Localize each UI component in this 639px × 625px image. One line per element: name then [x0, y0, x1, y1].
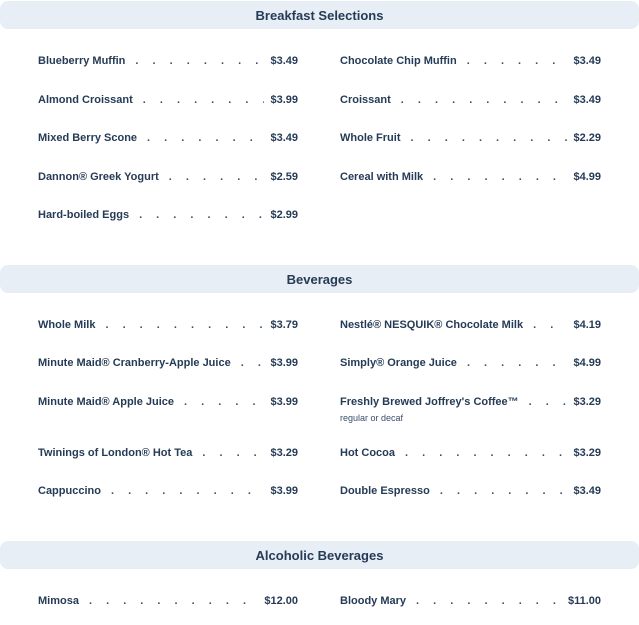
menu-item-name: Minute Maid® Apple Juice — [38, 396, 175, 408]
menu-item-price: $4.99 — [573, 171, 601, 183]
leader-dots — [405, 447, 567, 459]
menu-item — [340, 447, 601, 467]
menu-item-name: Nestlé® NESQUIK® Chocolate Milk — [340, 319, 524, 331]
menu-item — [340, 595, 601, 615]
menu-item-name: Double Espresso — [340, 485, 430, 497]
menu-item-price: $3.99 — [270, 485, 298, 497]
menu-item-price: $2.29 — [573, 132, 601, 144]
menu-item-name: Hard-boiled Eggs — [38, 209, 130, 221]
menu-item-price: $11.00 — [567, 595, 601, 607]
menu-item — [340, 396, 601, 423]
leader-dots — [147, 132, 264, 144]
menu-item-price: $3.29 — [573, 447, 601, 459]
menu-item — [38, 55, 298, 75]
menu-item-price: $4.19 — [573, 319, 601, 331]
menu-item — [340, 94, 601, 114]
menu-item-price: $3.29 — [573, 396, 601, 408]
menu-item-price: $3.99 — [270, 94, 298, 106]
menu-item-name: Hot Cocoa — [340, 447, 395, 459]
menu-item — [38, 396, 298, 416]
leader-dots — [202, 447, 264, 459]
leader-dots — [401, 94, 568, 106]
menu-item-name: Dannon® Greek Yogurt — [38, 171, 159, 183]
section-header-alcoholic-beverages — [0, 541, 639, 569]
menu-item-description: regular or decaf — [340, 413, 404, 423]
leader-dots — [105, 319, 264, 331]
menu-item-name: Minute Maid® Cranberry-Apple Juice — [38, 357, 231, 369]
menu-item — [38, 319, 298, 339]
leader-dots — [440, 485, 568, 497]
menu-item — [38, 132, 298, 152]
leader-dots — [135, 55, 264, 67]
menu-item — [38, 357, 298, 377]
leader-dots — [467, 55, 568, 67]
menu-item — [38, 595, 298, 615]
leader-dots — [416, 595, 562, 607]
section-title: Alcoholic Beverages — [255, 547, 384, 563]
menu-item-name: Cappuccino — [38, 485, 101, 497]
leader-dots — [433, 171, 567, 183]
section-header-breakfast — [0, 1, 639, 29]
leader-dots — [411, 132, 568, 144]
menu-item-name: Almond Croissant — [38, 94, 133, 106]
menu-item-name: Blueberry Muffin — [38, 55, 126, 67]
menu-item-price: $4.99 — [573, 357, 601, 369]
menu-item — [340, 485, 601, 505]
menu-item-name: Twinings of London® Hot Tea — [38, 447, 193, 459]
menu-item — [340, 55, 601, 75]
menu-item — [38, 209, 298, 229]
menu-item — [38, 94, 298, 114]
menu-item — [38, 485, 298, 505]
leader-dots — [529, 396, 568, 408]
menu-item — [340, 357, 601, 377]
menu-item-price: $3.99 — [270, 357, 298, 369]
menu-item-price: $2.59 — [270, 171, 298, 183]
menu-item-name: Chocolate Chip Muffin — [340, 55, 457, 67]
menu-item — [340, 132, 601, 152]
menu-item-name: Mimosa — [38, 595, 79, 607]
leader-dots — [169, 171, 265, 183]
menu-item-name: Cereal with Milk — [340, 171, 424, 183]
section-title: Breakfast Selections — [255, 7, 384, 23]
menu-item-price: $12.00 — [264, 595, 298, 607]
menu-item-name: Simply® Orange Juice — [340, 357, 457, 369]
leader-dots — [467, 357, 568, 369]
leader-dots — [139, 209, 264, 221]
menu-item-price: $3.99 — [270, 396, 298, 408]
menu-item-price: $3.49 — [573, 485, 601, 497]
leader-dots — [111, 485, 265, 497]
menu-item-price: $3.49 — [573, 55, 601, 67]
menu-item — [340, 171, 601, 191]
menu-item-name: Bloody Mary — [340, 595, 407, 607]
leader-dots — [143, 94, 265, 106]
menu-item-price: $3.79 — [270, 319, 298, 331]
menu-item-name: Croissant — [340, 94, 391, 106]
menu-item-price: $3.49 — [270, 132, 298, 144]
menu-item-price: $3.49 — [270, 55, 298, 67]
leader-dots — [241, 357, 265, 369]
menu-item-name: Freshly Brewed Joffrey's Coffee™ — [340, 396, 519, 408]
menu-item-name: Whole Fruit — [340, 132, 401, 144]
menu-item-name: Whole Milk — [38, 319, 96, 331]
menu-item-price: $3.49 — [573, 94, 601, 106]
leader-dots — [533, 319, 567, 331]
menu-item-price: $2.99 — [270, 209, 298, 221]
section-title: Beverages — [286, 271, 353, 287]
menu-item — [38, 171, 298, 191]
menu-item-price: $3.29 — [270, 447, 298, 459]
section-header-beverages — [0, 265, 639, 293]
menu-item — [340, 319, 601, 339]
menu-item-name: Mixed Berry Scone — [38, 132, 138, 144]
leader-dots — [89, 595, 258, 607]
menu-item — [38, 447, 298, 467]
leader-dots — [184, 396, 264, 408]
